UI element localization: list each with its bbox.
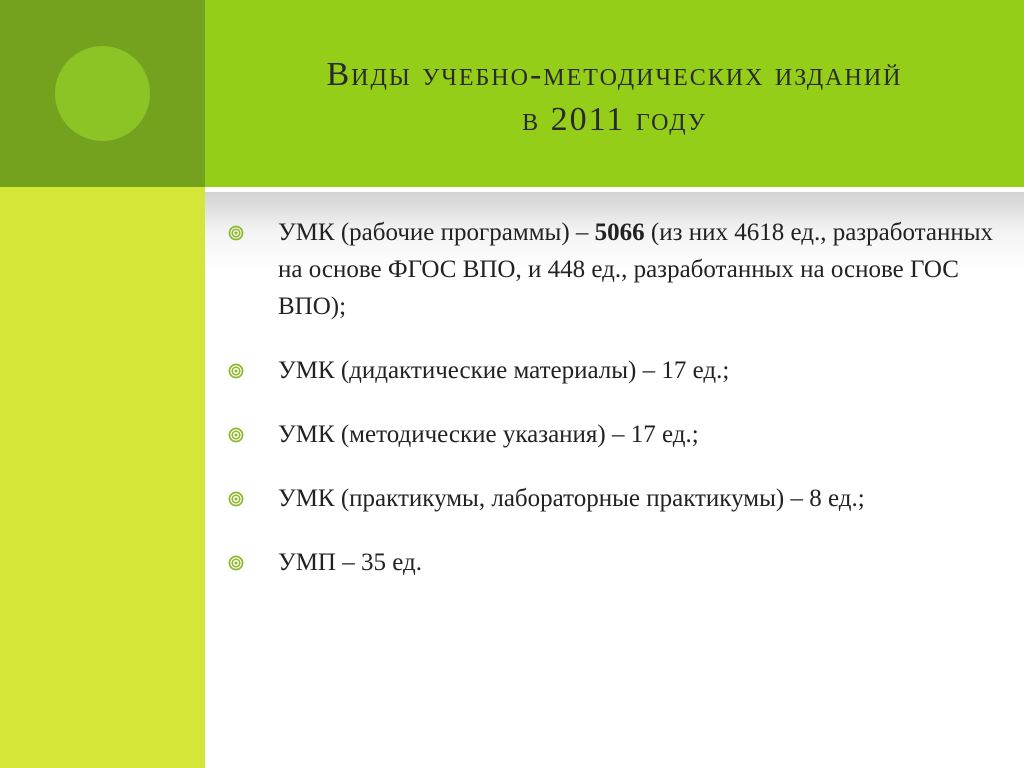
target-ring-icon — [228, 491, 244, 507]
item-text: УМК (практикумы, лабораторные практикумы) – 8 ед.; — [278, 485, 865, 512]
top-left-panel — [0, 0, 205, 187]
side-panel — [0, 187, 205, 768]
bullet-list — [222, 214, 1017, 581]
list-item — [222, 480, 1017, 517]
item-text: УМК (методические указания) – 17 ед.; — [278, 421, 699, 448]
title-line-2: в 2011 году — [522, 101, 707, 138]
item-bold-value: 5066 — [594, 219, 645, 246]
target-ring-icon — [228, 225, 244, 241]
title-line-1: Виды учебно-методических изданий — [326, 56, 903, 93]
list-item — [222, 352, 1017, 389]
target-ring-icon — [228, 427, 244, 443]
item-text-end: (из них 4618 ед., разработанных на основе ФГОС ВПО, и 448 ед., разработанных на основе ГОС ВПО); — [278, 219, 994, 320]
decorative-circle — [55, 46, 150, 141]
list-item — [222, 416, 1017, 453]
list-item — [222, 544, 1017, 581]
list-item — [222, 214, 1017, 325]
item-text-start: УМК (рабочие программы) – — [278, 219, 595, 246]
slide-title — [205, 52, 1024, 142]
target-ring-icon — [228, 363, 244, 379]
item-text: УМП – 35 ед. — [278, 549, 422, 576]
target-ring-icon — [228, 555, 244, 571]
item-text: УМК (дидактические материалы) – 17 ед.; — [278, 357, 730, 384]
